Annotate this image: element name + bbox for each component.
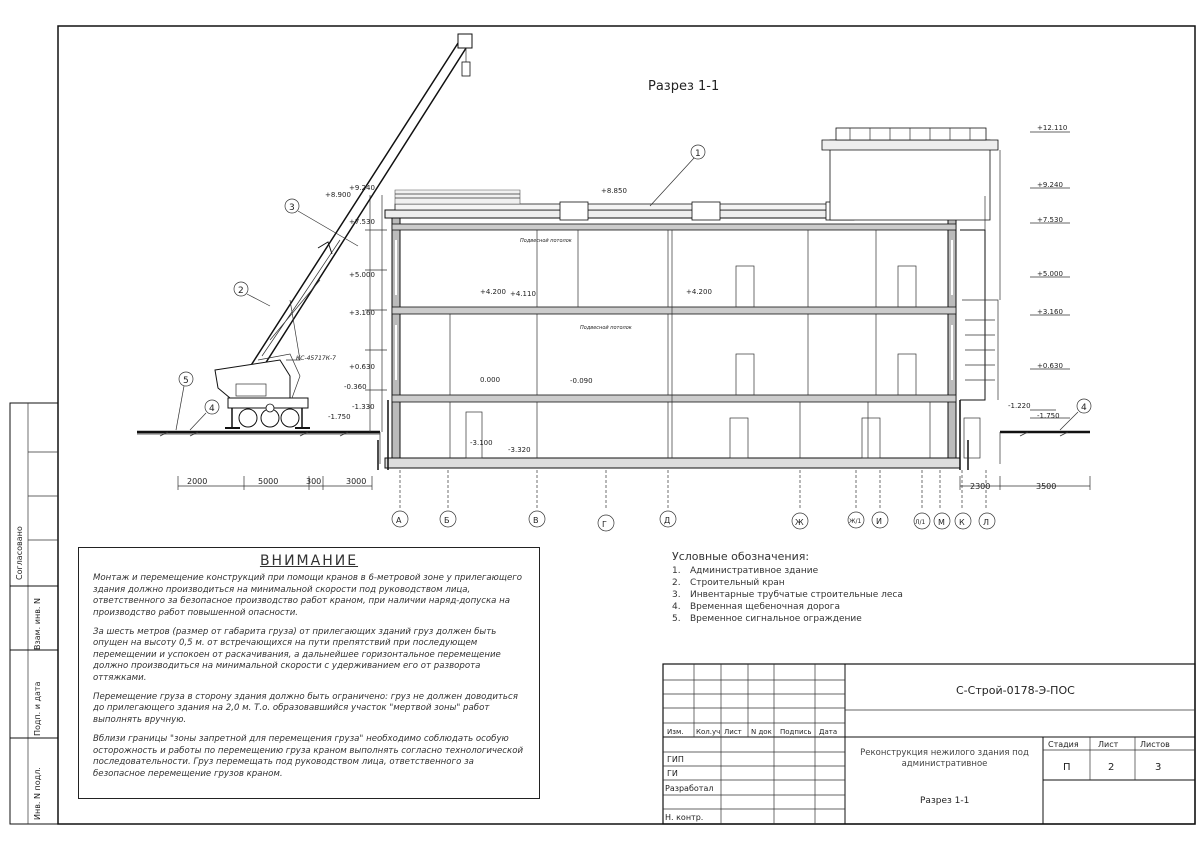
legend-text: Временное сигнальное ограждение: [690, 614, 862, 624]
building-section: [378, 128, 1000, 470]
callout-3: 3: [289, 203, 295, 213]
legend-item: [672, 565, 903, 577]
tb-col-data: Дата: [819, 728, 838, 736]
side-label-sign-date: Подп. и дата: [33, 681, 42, 736]
elev-in-5: 0.000: [480, 376, 501, 384]
tb-col-podpis: Подпись: [780, 728, 812, 736]
tb-stage-value: П: [1063, 762, 1071, 773]
elev-left-6: +0.630: [349, 363, 375, 371]
side-label-agreed: Согласовано: [15, 526, 24, 580]
notice-paragraph-1: Монтаж и перемещение конструкций при помощи кранов в 6-метровой зоне у прилегающего здания должно производиться на минимальной скорости под руководством лица, ответственного за безопасное производство работ краном, при наличии наряд-допуска на производство работ повышенной опасности.: [93, 573, 523, 618]
elev-in-7: -3.100: [470, 439, 493, 447]
dim-5: 2300: [970, 482, 991, 491]
legend-text: Строительный кран: [690, 578, 785, 588]
elev-left-8: -1.330: [352, 403, 375, 411]
tb-row-razrab: Разработал: [665, 784, 714, 793]
legend-num: 3.: [672, 590, 681, 600]
title-block: [663, 664, 1195, 824]
tb-col-izm: Изм.: [667, 728, 684, 736]
notice-title: ВНИМАНИЕ: [259, 553, 359, 569]
tb-sheets-value: 3: [1155, 762, 1162, 773]
tb-sheet-label: Лист: [1098, 740, 1119, 749]
axis-L: Л: [983, 518, 990, 527]
side-label-replaced: Взам. инв. N: [33, 598, 42, 650]
tb-col-kolich: Кол.уч: [696, 728, 721, 736]
legend-item: [672, 613, 903, 625]
tb-sheet-name: Разрез 1-1: [920, 796, 970, 806]
elev-right-4: +5.000: [1037, 270, 1063, 278]
tb-sheet-value: 2: [1108, 762, 1115, 773]
elev-in-2: +4.200: [480, 288, 506, 296]
elevations-left: [325, 184, 375, 421]
side-label-inv-no: Инв. N подл.: [33, 767, 42, 820]
axis-I: И: [876, 517, 882, 526]
tb-row-nkontr: Н. контр.: [665, 813, 704, 822]
elevations-right: [1008, 124, 1070, 420]
tb-row-gip: ГИП: [667, 755, 684, 764]
callout-4-left: 4: [209, 404, 215, 414]
elev-right-3: +7.530: [1037, 216, 1063, 224]
callout-5: 5: [183, 376, 189, 386]
ceiling-label-1: Подвесной потолок: [520, 238, 572, 244]
dim-4: 3000: [346, 477, 367, 486]
tb-row-gi: ГИ: [667, 769, 678, 778]
elev-right-2: +9.240: [1037, 181, 1063, 189]
axis-Zh: Ж: [795, 518, 804, 527]
callout-4-right: 4: [1081, 403, 1087, 413]
axis-K: К: [959, 518, 965, 527]
legend-title: Условные обозначения:: [672, 550, 810, 563]
tb-project-name: Реконструкция нежилого здания под административное: [860, 748, 1029, 769]
elev-left-7: -0.360: [344, 383, 367, 391]
elev-left-1: +8.900: [325, 191, 351, 199]
side-stamp: [10, 403, 58, 824]
dim-2: 5000: [258, 477, 279, 486]
legend-text: Административное здание: [690, 566, 819, 576]
tb-col-list: Лист: [724, 728, 742, 736]
axis-V: В: [533, 516, 539, 525]
axis-A: А: [396, 516, 402, 525]
axis-bubbles: [392, 470, 995, 531]
legend: [672, 551, 903, 625]
axis-L1: Л/1: [915, 519, 926, 526]
axis-Zh1: Ж/1: [849, 518, 862, 525]
axis-D: Д: [664, 516, 671, 525]
legend-item: [672, 577, 903, 589]
elev-in-6: -0.090: [570, 377, 593, 385]
legend-item: [672, 589, 903, 601]
axis-B: Б: [444, 516, 450, 525]
tb-col-ndok: N док: [751, 728, 772, 736]
elev-in-3: +4.110: [510, 290, 536, 298]
elev-in-4: +4.200: [686, 288, 712, 296]
dim-3: 300: [306, 477, 322, 486]
elev-right-5: +3.160: [1037, 308, 1063, 316]
elev-left-3: +7.530: [349, 218, 375, 226]
ceiling-label-2: Подвесной потолок: [580, 325, 632, 331]
notice-paragraph-3: Перемещение груза в сторону здания должно быть ограничено: груз не должен доводиться до прилегающего здания на 2,0 м. Т.о. образовавшийся участок "мертвой зоны" работ выполнять вручную.: [93, 692, 518, 725]
tb-stage-label: Стадия: [1048, 740, 1079, 749]
elev-in-8: -3.320: [508, 446, 531, 454]
crane-model-label: КС-45717К-7: [296, 355, 336, 362]
callout-2: 2: [238, 286, 244, 296]
elev-left-2: +9.240: [349, 184, 375, 192]
dim-6: 3500: [1036, 482, 1057, 491]
warning-notice: [78, 547, 540, 799]
elev-right-7: -1.220: [1008, 402, 1031, 410]
elev-left-4: +5.000: [349, 271, 375, 279]
legend-num: 1.: [672, 566, 681, 576]
legend-num: 5.: [672, 614, 681, 624]
legend-text: Инвентарные трубчатые строительные леса: [690, 590, 903, 600]
axis-M: М: [938, 518, 945, 527]
section-title: Разрез 1-1: [648, 79, 720, 94]
legend-num: 4.: [672, 602, 681, 612]
tb-document-code: С-Строй-0178-Э-ПОС: [956, 684, 1075, 697]
tb-sheets-label: Листов: [1140, 740, 1170, 749]
axis-G: Г: [602, 520, 607, 529]
elev-right-1: +12.110: [1037, 124, 1068, 132]
elev-right-6: +0.630: [1037, 362, 1063, 370]
crane: [215, 34, 472, 428]
dim-1: 2000: [187, 477, 208, 486]
callout-1: 1: [695, 149, 701, 159]
dimension-lines: [178, 476, 1090, 491]
elev-in-1: +8.850: [601, 187, 627, 195]
notice-paragraph-4: Вблизи границы "зоны запретной для перемещения груза" необходимо соблюдать особую осторожность и работы по перемещению груза краном выполнять согласно технологической последовательности. Груз перемещать под руководством лица, ответственного за безопасное перемещение грузов краном.: [93, 734, 524, 779]
elev-left-5: +3.160: [349, 309, 375, 317]
legend-num: 2.: [672, 578, 681, 588]
legend-item: [672, 601, 903, 613]
notice-paragraph-2: За шесть метров (размер от габарита груза) от прилегающих зданий груз должен быть опущен на высоту 0,5 м. от встречающихся на пути препятствий при последующем перемещении и успокоен от раскачивания, а дальнейшее горизонтальное перемещение должно производиться на минимальной скорости с удерживанием его от разворота оттяжками.: [93, 627, 501, 683]
elev-right-8: -1.750: [1037, 412, 1060, 420]
elev-left-9: -1.750: [328, 413, 351, 421]
legend-text: Временная щебеночная дорога: [690, 602, 840, 612]
